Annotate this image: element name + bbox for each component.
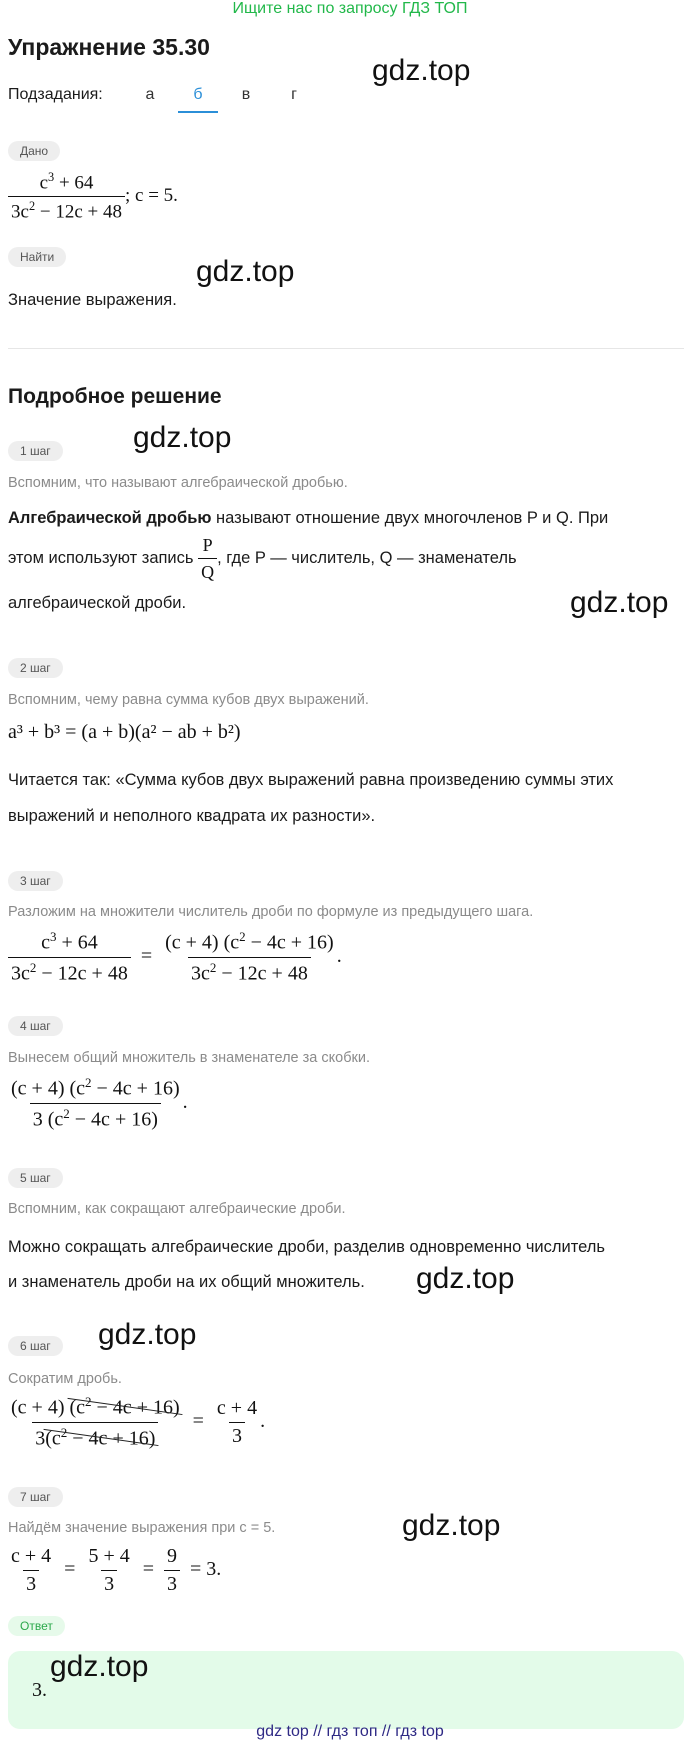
solution-heading: Подробное решение <box>8 385 222 408</box>
subtask-tab-v[interactable]: в <box>241 86 251 103</box>
subtasks-label: Подзадания: <box>8 86 103 103</box>
step-hint: Вспомним, чему равна сумма кубов двух выражений. <box>8 692 369 708</box>
watermark: gdz.top <box>196 255 295 288</box>
subtask-tab-b[interactable]: б <box>193 86 203 103</box>
step-text: выражений и неполного квадрата их разности». <box>8 807 376 825</box>
cancelled-expression: $\frac{(c + 4) (c^2 - 4c + 16)}{3(c^2 - 4c + 16)}$ = $\frac{c + 4}{3}$ . <box>11 1394 266 1450</box>
step-hint: Найдём значение выражения при c = 5. <box>8 1520 276 1536</box>
watermark: gdz.top <box>402 1509 501 1542</box>
promo-banner[interactable]: Ищите нас по запросу ГДЗ ТОП <box>232 0 468 17</box>
step-text: Можно сокращать алгебраические дроби, разделив одновременно числитель <box>8 1238 605 1256</box>
watermark: gdz.top <box>570 586 669 619</box>
watermark: gdz.top <box>416 1262 515 1295</box>
find-text: Значение выражения. <box>8 291 177 309</box>
sum-of-cubes-formula: a³ + b³ = (a + b)(a² − ab + b²) <box>8 721 241 743</box>
watermark: gdz.top <box>98 1318 197 1351</box>
page-title: Упражнение 35.30 <box>8 34 210 60</box>
subtask-tab-a[interactable]: а <box>145 86 155 103</box>
step-badge: 6 шаг <box>8 1336 63 1356</box>
answer-badge: Ответ <box>8 1616 65 1636</box>
step-text: алгебраической дроби. <box>8 594 187 612</box>
given-badge: Дано <box>8 141 60 161</box>
step-text: и знаменатель дроби на их общий множитель. <box>8 1273 365 1291</box>
step-hint: Разложим на множители числитель дроби по формуле из предыдущего шага. <box>8 904 534 920</box>
common-factor-expression: $\frac{(c + 4) (c^2 - 4c + 16)}{3 (c^2 - 4c + 16)}$ . <box>11 1075 188 1131</box>
subtask-tab-g[interactable]: г <box>291 86 297 103</box>
evaluation-expression: $\frac{c + 4}{3}$ = $\frac{5 + 4}{3}$ = $\frac{9}{3}$ = 3. <box>11 1545 222 1595</box>
given-condition: ; c = 5. <box>124 185 178 207</box>
factored-expression: $\frac{c^3 + 64}{3c^2 - 12c + 48}$ = $\frac{(c + 4) (c^2 - 4c + 16)}{3c^2 - 12c + 48}$ . <box>8 929 342 985</box>
step-badge: 2 шаг <box>8 658 63 678</box>
find-badge: Найти <box>8 247 66 267</box>
given-expression: $\frac{c^3 + 64}{3c^2 - 12c + 48}$ ; c = 5. <box>8 170 178 224</box>
step-hint: Вынесем общий множитель в знаменателе за скобки. <box>8 1050 370 1066</box>
step-hint: Сократим дробь. <box>8 1371 122 1387</box>
active-tab-indicator <box>178 111 218 113</box>
watermark: gdz.top <box>133 421 232 454</box>
step-badge: 7 шаг <box>8 1487 63 1507</box>
watermark: gdz.top <box>50 1650 149 1683</box>
step-hint: Вспомним, как сокращают алгебраические дроби. <box>8 1201 346 1217</box>
step-badge: 4 шаг <box>8 1016 63 1036</box>
step-badge: 1 шаг <box>8 441 63 461</box>
step-text: Алгебраической дробью называют отношение двух многочленов P и Q. При <box>8 509 609 527</box>
answer-value: 3. <box>32 1679 47 1701</box>
term-bold: Алгебраической дробью <box>8 509 212 527</box>
section-divider <box>8 348 684 349</box>
footer-links[interactable]: gdz top // гдз топ // гдз top <box>256 1723 444 1740</box>
step-badge: 5 шаг <box>8 1168 63 1188</box>
step-hint: Вспомним, что называют алгебраической дробью. <box>8 475 348 491</box>
step-text: этом используют запись $\frac{P}{Q}$ , где P — числитель, Q — знаменатель <box>8 535 517 582</box>
watermark: gdz.top <box>372 54 471 87</box>
step-text: Читается так: «Сумма кубов двух выражений равна произведению суммы этих <box>8 771 614 789</box>
step-badge: 3 шаг <box>8 871 63 891</box>
